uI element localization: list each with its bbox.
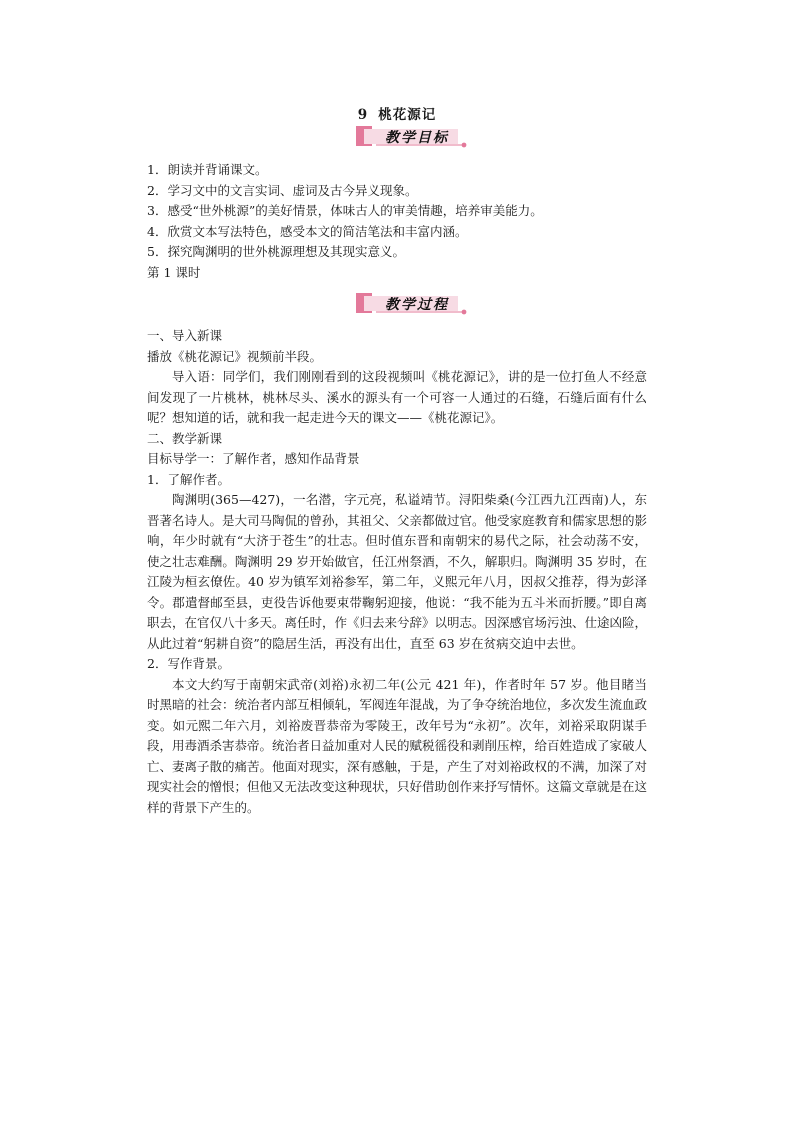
paragraph: 本文大约写于南朝宋武帝(刘裕)永初二年(公元 421 年)，作者时年 57 岁。他目睹当时黑暗的社会：统治者内部互相倾轧，军阀连年混战，为了争夺统治地位，多次发生流血政变。如元熙二年六月，刘裕废晋恭帝为零陵王，改年号为“永初”。次年，刘裕采取阴谋手段，用毒酒杀害恭帝。统治者日益加重对人民的赋税徭役和剥削压榨，给百姓造成了家破人亡、妻离子散的痛苦。他面对现实，深有感触，于是，产生了对刘裕政权的不满，加深了对现实社会的憎恨；但他又无法改变这种现状，只好借助创作来抒写情怀。这篇文章就是在这样的背景下产生的。 (147, 676, 648, 815)
objectives-badge-label: 教学目标 (385, 130, 449, 146)
objective-item: 2．学习文中的文言实词、虚词及古今异义现象。 (147, 182, 418, 198)
objectives-badge (356, 126, 468, 148)
process-badge (356, 293, 468, 315)
subheading: 1．了解作者。 (147, 471, 230, 487)
lesson-title-text: 桃花源记 (378, 107, 437, 123)
session-label: 第 1 课时 (147, 264, 201, 280)
paragraph: 播放《桃花源记》视频前半段。 (147, 348, 323, 364)
process-section (147, 326, 647, 818)
objective-item: 4．欣赏文本写法特色，感受本文的简洁笔法和丰富内涵。 (147, 223, 468, 239)
objective-item: 5．探究陶渊明的世外桃源理想及其现实意义。 (147, 244, 405, 259)
lesson-number: 9 (357, 107, 369, 123)
goal-heading: 目标导学一：了解作者，感知作品背景 (147, 451, 360, 466)
process-badge-label: 教学过程 (385, 297, 449, 313)
objectives-list (147, 160, 647, 283)
objective-item: 1．朗读并背诵课文。 (147, 162, 268, 177)
paragraph: 陶渊明(365—427)，一名潜，字元亮，私谥靖节。浔阳柴桑(今江西九江西南)人，东晋著名诗人。是大司马陶侃的曾孙，其祖父、父亲都做过官。他受家庭教育和儒家思想的影响，年少时就有“大济于苍生”的壮志。但时值东晋和南朝宋的易代之际，社会动荡不安，使之壮志难酬。陶渊明 29 岁开始做官，任江州祭酒，不久，解职归。陶渊明 35 岁时，在江陵为桓玄僚佐。40 岁为镇军刘裕参军，第二年，义熙元年八月，因叔父推荐，得为彭泽令。郡遣督邮至县，吏役告诉他要束带鞠躬迎接，他说：“我不能为五斗米而折腰。”即自离职去，在官仅八十多天。离任时，作《归去来兮辞》以明志。因深感官场污浊、仕途凶险，从此过着“躬耕自资”的隐居生活，再没有出仕，直至 63 岁在贫病交迫中去世。 (147, 492, 648, 651)
section-heading: 二、教学新课 (147, 430, 223, 446)
subheading: 2．写作背景。 (147, 656, 230, 671)
paragraph: 导入语：同学们，我们刚刚看到的这段视频叫《桃花源记》，讲的是一位打鱼人不经意间发现了一片桃林，桃林尽头、溪水的源头有一个可容一人通过的石缝，石缝后面有什么呢？想知道的话，就和我一起走进今天的课文——《桃花源记》。 (147, 369, 647, 425)
section-heading: 一、导入新课 (147, 328, 223, 343)
objective-item: 3．感受“世外桃源”的美好情景，体味古人的审美情趣，培养审美能力。 (147, 203, 543, 218)
lesson-title (0, 103, 794, 123)
